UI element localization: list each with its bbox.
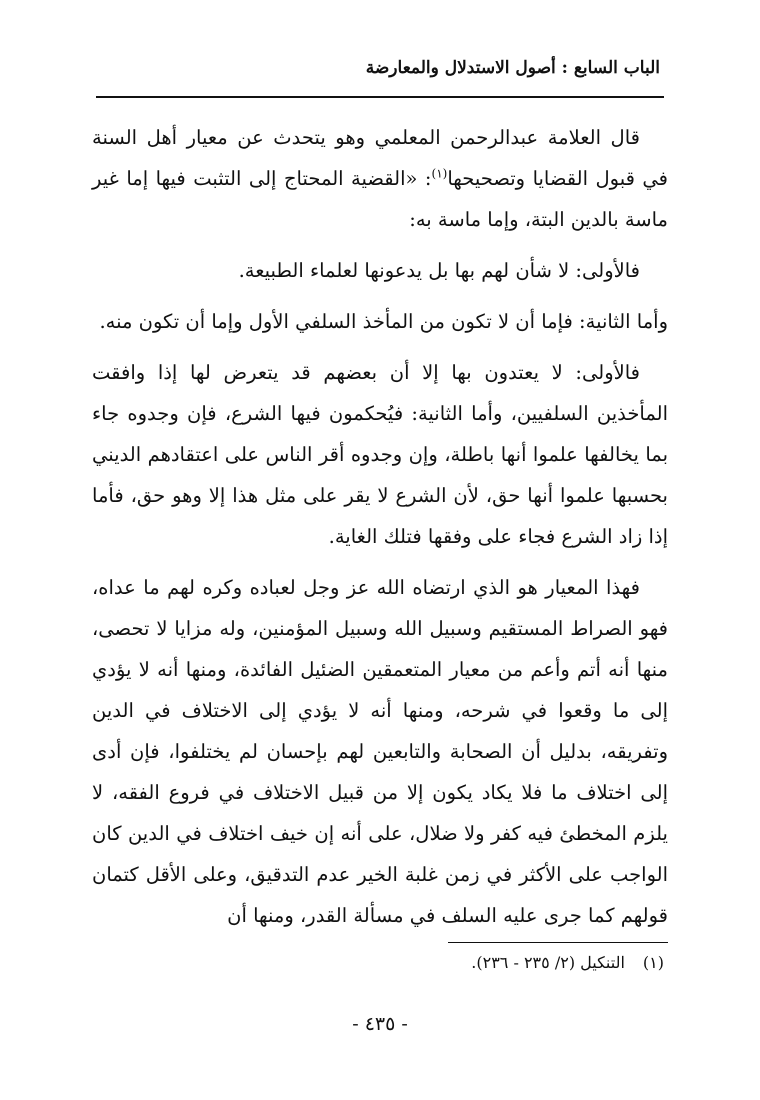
footnote-reference: (١) [431,166,448,181]
paragraph-2: فالأولى: لا شأن لهم بها بل يدعونها لعلماء الطبيعة. [238,259,640,282]
paragraph-4: فالأولى: لا يعتدون بها إلا أن بعضهم قد يتعرض لها إذا وافقت المأخذين السلفيين، وأما الثانية: فيُحكمون فيها الشرع، فإن وجدوه جاء بما يخالفها علموا أنها باطلة، وإن وجدوه أقر الناس على اعتقادهم الديني بحسبها علموا أنها حق، لأن الشرع لا يقر على مثل هذا إلا وهو حق، فأما إذا زاد الشرع فجاء على وفقها فتلك الغاية. [92,361,668,548]
footnote [471,953,664,972]
footnote-number: (١) [642,953,664,972]
header-divider [96,96,664,98]
paragraph-1 [92,117,668,240]
page-number: - ٤٣٥ - [352,1013,408,1035]
paragraph-3: وأما الثانية: فإما أن لا تكون من المأخذ السلفي الأول وإما أن تكون منه. [99,310,668,333]
footnote-text: التنكيل (٢/ ٢٣٥ - ٢٣٦). [471,953,625,972]
paragraph-5: فهذا المعيار هو الذي ارتضاه الله عز وجل لعباده وكره لهم ما عداه، فهو الصراط المستقيم وسبيل الله وسبيل المؤمنين، وله مزايا لا تحصى، منها أنه أتم وأعم من معيار المتعمقين الضئيل الفائدة، ومنها أنه لا يؤدي إلى ما وقعوا في شرحه، ومنها أنه لا يؤدي إلى الاختلاف في الدين وتفريقه، بدليل أن الصحابة والتابعين لهم بإحسان لم يختلفوا، فإن أدى إلى اختلاف ما فلا يكاد يكون إلا من قبيل الاختلاف في فروع الفقه، لا يلزم المخطئ فيه كفر ولا ضلال، على أنه إن خيف اختلاف في الدين كان الواجب على الأكثر في زمن غلبة الخير عدم التدقيق، وعلى الأقل كتمان قولهم كما جرى عليه السلف في مسألة القدر، ومنها أن [92,576,668,927]
running-header: الباب السابع : أصول الاستدلال والمعارضة [365,58,660,78]
paragraph-1-text: قال العلامة عبدالرحمن المعلمي وهو يتحدث عن معيار أهل السنة في قبول القضايا وتصحيحها [92,126,668,190]
paragraph-1-quote: : «القضية المحتاج إلى التثبت فيها إما غير ماسة بالدين البتة، وإما ماسة به: [92,167,668,231]
main-text [92,117,668,936]
footnote-divider [448,942,668,943]
